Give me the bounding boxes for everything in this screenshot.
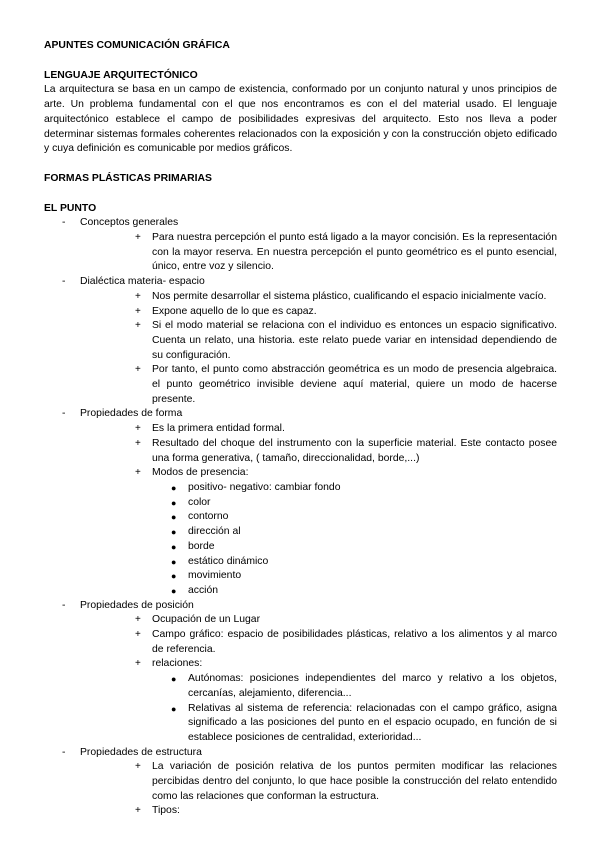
item-text: Ocupación de un Lugar <box>152 614 261 626</box>
sub-item-text: positivo- negativo: cambiar fondo <box>188 481 341 493</box>
plus-marker: + <box>135 364 141 376</box>
plus-marker: + <box>135 437 141 449</box>
dash-marker: - <box>62 217 66 229</box>
sub-item <box>80 555 557 570</box>
dash-marker: - <box>62 276 66 288</box>
group-label: Propiedades de estructura <box>80 746 202 758</box>
item-text: La variación de posición relativa de los puntos permiten modificar las relaciones percibidas dentro del conjunto, lo que hace posible la construcción del relato entendido como las relaciones que conforman la estructura. <box>152 761 557 802</box>
outline-group <box>44 407 557 598</box>
plus-marker: + <box>135 232 141 244</box>
item-text: Resultado del choque del instrumento con la superficie material. Este contacto posee una forma generativa, ( tamaño, direccionalidad, borde,...) <box>152 437 557 464</box>
plus-marker: + <box>135 423 141 435</box>
item-text: Si el modo material se relaciona con el individuo es entonces un espacio significativo. Cuenta un relato, una historia. este relato puede variar en intensidad dependiendo de su configuración. <box>152 320 557 361</box>
outline-item <box>80 305 557 320</box>
item-text: Por tanto, el punto como abstracción geométrica es un modo de presencia algebraica. el punto geométrico invisible deviene aquí material, quiere un modo de hacerse presente. <box>152 364 557 405</box>
sub-item-text: contorno <box>188 511 229 523</box>
sub-item-text: acción <box>188 584 219 596</box>
sub-item <box>80 496 557 511</box>
group-label: Dialéctica materia- espacio <box>80 276 205 288</box>
dash-marker: - <box>62 408 66 420</box>
bullet-marker: ● <box>171 512 177 523</box>
outline-group <box>44 599 557 746</box>
plus-marker: + <box>135 467 141 479</box>
sub-item <box>80 569 557 584</box>
outline-item <box>80 804 557 819</box>
sub-item-text: color <box>188 496 211 508</box>
plus-marker: + <box>135 320 141 332</box>
plus-marker: + <box>135 290 141 302</box>
group-label: Propiedades de forma <box>80 408 183 420</box>
bullet-marker: ● <box>171 571 177 582</box>
outline-item <box>80 466 557 598</box>
sub-item <box>80 540 557 555</box>
plus-marker: + <box>135 629 141 641</box>
bullet-marker: ● <box>171 703 177 714</box>
document-title: APUNTES COMUNICACIÓN GRÁFICA <box>44 40 230 51</box>
section-heading-formas: FORMAS PLÁSTICAS PRIMARIAS <box>44 172 212 184</box>
outline-item <box>80 613 557 628</box>
bullet-marker: ● <box>171 556 177 567</box>
bullet-marker: ● <box>171 541 177 552</box>
item-text: Es la primera entidad formal. <box>152 423 285 435</box>
sub-item-text: Relativas al sistema de referencia: relacionadas con el campo gráfico, asigna significado a las posiciones del punto en el espacio ocupado, en función de si establece posiciones de centralidad, exterioridad... <box>188 702 557 743</box>
section-paragraph-lenguaje: La arquitectura se basa en un campo de existencia, conformado por un conjunto natural y unos principios de arte. Un problema fundamental con el que nos encontramos es con el del material usado. El lenguaje arquitectónico establece el campo de posibilidades expresivas del arquitecto. Esto nos lleva a poder determinar sistemas formales coherentes relacionados con la exposición y con la construcción objeto edificado y cuya definición es comunicable por medios gráficos. <box>44 84 557 155</box>
sub-item <box>80 481 557 496</box>
sub-item-text: borde <box>188 540 215 552</box>
group-label: Propiedades de posición <box>80 599 194 611</box>
outline-item <box>80 363 557 407</box>
outline-item <box>80 231 557 275</box>
plus-marker: + <box>135 805 141 817</box>
outline-group <box>44 746 557 820</box>
item-text: Tipos: <box>152 805 180 817</box>
dash-marker: - <box>62 599 66 611</box>
bullet-marker: ● <box>171 585 177 596</box>
section-heading-punto: EL PUNTO <box>44 202 97 214</box>
sub-item-text: movimiento <box>188 570 242 582</box>
bullet-marker: ● <box>171 482 177 493</box>
outline-item <box>80 760 557 804</box>
sub-item <box>80 510 557 525</box>
document-content <box>44 39 557 819</box>
sub-item-text: estático dinámico <box>188 555 269 567</box>
dash-marker: - <box>62 746 66 758</box>
bullet-marker: ● <box>171 497 177 508</box>
punto-outline <box>44 216 557 819</box>
sub-item <box>80 702 557 746</box>
outline-group <box>44 216 557 275</box>
plus-marker: + <box>135 305 141 317</box>
item-text: Modos de presencia: <box>152 467 249 479</box>
sub-item <box>80 672 557 701</box>
plus-marker: + <box>135 761 141 773</box>
outline-item <box>80 422 557 437</box>
outline-item <box>80 290 557 305</box>
bullet-marker: ● <box>171 674 177 685</box>
sub-item-text: dirección al <box>188 526 241 538</box>
outline-item <box>80 437 557 466</box>
sub-item-text: Autónomas: posiciones independientes del marco y relativo a los objetos, cercanías, alejamiento, diferencia... <box>188 673 557 699</box>
item-text: Para nuestra percepción el punto está ligado a la mayor concisión. Es la representación con la mayor reserva. En nuestra percepción el punto geométrico es el punto esencial, único, entre voz y silencio. <box>152 232 557 273</box>
plus-marker: + <box>135 658 141 670</box>
item-text: Nos permite desarrollar el sistema plástico, cualificando el espacio inicialmente vacío. <box>152 290 547 302</box>
group-label: Conceptos generales <box>80 217 179 229</box>
item-text: Expone aquello de lo que es capaz. <box>152 305 317 317</box>
outline-item <box>80 628 557 657</box>
item-text: Campo gráfico: espacio de posibilidades plásticas, relativo a los alimentos y al marco de referencia. <box>152 629 557 655</box>
outline-item <box>80 657 557 745</box>
plus-marker: + <box>135 614 141 626</box>
outline-item <box>80 319 557 363</box>
sub-item <box>80 584 557 599</box>
item-text: relaciones: <box>152 658 203 670</box>
bullet-marker: ● <box>171 527 177 538</box>
outline-group <box>44 275 557 407</box>
section-heading-lenguaje: LENGUAJE ARQUITECTÓNICO <box>44 69 198 81</box>
sub-item <box>80 525 557 540</box>
